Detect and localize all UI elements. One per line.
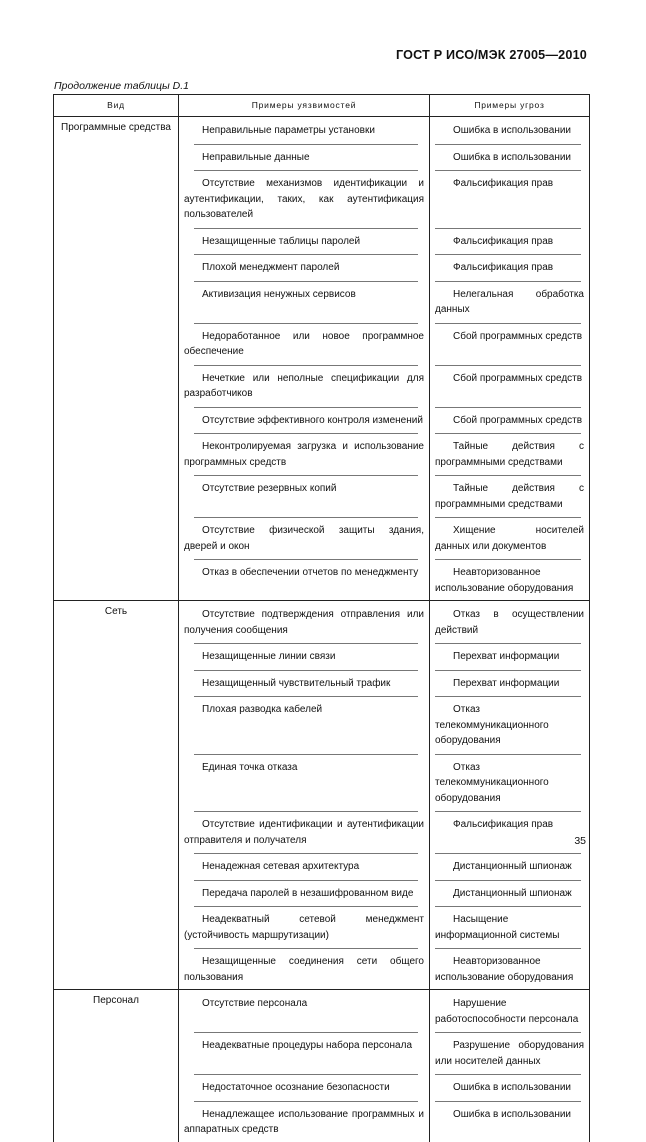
table-row xyxy=(54,601,590,641)
vulnerability-text: Отсутствие физической защиты здания, дверей и окон xyxy=(184,525,424,552)
threat-text: Сбой программных средств xyxy=(453,330,583,342)
vulnerability-cell xyxy=(179,699,430,751)
threat-text: Сбой программных средств xyxy=(453,414,583,426)
vulnerability-cell xyxy=(179,673,430,694)
vulnerability-text: Отсутствие персонала xyxy=(202,998,308,1009)
vulnerability-cell xyxy=(179,646,430,667)
table-row xyxy=(54,990,590,1030)
threat-text: Неавторизованное использование оборудования xyxy=(435,956,574,983)
vulnerability-text: Незащищенные таблицы паролей xyxy=(202,235,361,247)
threat-text: Дистанционный шпионаж xyxy=(453,887,572,899)
vulnerability-cell xyxy=(179,1077,430,1098)
vulnerability-text: Незащищенные линии связи xyxy=(202,651,336,662)
threat-text: Отказ в осуществлении действий xyxy=(435,609,584,636)
vulnerability-text: Неадекватный сетевой менеджмент (устойчивость маршрутизации) xyxy=(184,914,424,941)
vulnerability-text: Активизация ненужных сервисов xyxy=(202,288,356,300)
threat-cell xyxy=(430,646,590,667)
vulnerability-text: Плохой менеджмент паролей xyxy=(202,262,340,273)
threat-cell xyxy=(430,436,590,472)
vulnerability-text: Недоработанное или новое программное обеспечение xyxy=(184,330,424,357)
vulnerability-text: Отсутствие механизмов идентификации и аутентификации, таких, как аутентификация пользователей xyxy=(184,178,424,220)
vulnerability-cell xyxy=(179,147,430,168)
vulnerability-cell xyxy=(179,326,430,362)
vulnerability-text: Незащищенный чувствительный трафик xyxy=(202,677,391,689)
vulnerability-text: Отсутствие эффективного контроля изменений xyxy=(202,414,423,426)
vulnerability-table xyxy=(53,94,590,1142)
threat-text: Ошибка в использовании xyxy=(453,151,572,163)
category-cell: Программные средства xyxy=(54,117,179,601)
threat-cell xyxy=(430,1035,590,1071)
threat-text: Фальсификация прав xyxy=(453,819,554,830)
document-header: ГОСТ Р ИСО/МЭК 27005—2010 xyxy=(395,48,587,62)
threat-text: Перехват информации xyxy=(453,651,560,662)
threat-text: Насыщение информационной системы xyxy=(435,914,560,941)
vulnerability-text: Отсутствие резервных копий xyxy=(202,483,337,494)
threat-text: Фальсификация прав xyxy=(453,178,554,189)
vulnerability-cell xyxy=(179,601,430,641)
vulnerability-cell xyxy=(179,410,430,431)
vulnerability-cell xyxy=(179,856,430,877)
vulnerability-text: Передача паролей в незашифрованном виде xyxy=(202,887,414,899)
table-row xyxy=(54,117,590,141)
threat-cell xyxy=(430,326,590,362)
threat-cell xyxy=(430,284,590,320)
threat-cell xyxy=(430,562,590,601)
header-vulnerabilities: Примеры уязвимостей xyxy=(179,95,430,117)
threat-cell xyxy=(430,147,590,168)
threat-text: Хищение носителей данных или документов xyxy=(435,525,584,552)
vulnerability-text: Неконтролируемая загрузка и использование программных средств xyxy=(184,441,424,468)
vulnerability-cell xyxy=(179,883,430,904)
table-caption: Продолжение таблицы D.1 xyxy=(54,80,189,92)
vulnerability-cell xyxy=(179,814,430,850)
vulnerability-text: Единая точка отказа xyxy=(202,761,298,773)
threat-text: Нарушение работоспособности персонала xyxy=(435,998,579,1025)
vulnerability-text: Отсутствие идентификации и аутентификации отправителя и получателя xyxy=(184,819,424,846)
vulnerability-text: Нечеткие или неполные спецификации для разработчиков xyxy=(184,372,424,399)
threat-text: Ошибка в использовании xyxy=(453,125,572,136)
vulnerability-text: Плохая разводка кабелей xyxy=(202,704,323,715)
threat-cell xyxy=(430,257,590,278)
threat-cell xyxy=(430,909,590,945)
vulnerability-cell xyxy=(179,478,430,514)
threat-cell xyxy=(430,1077,590,1098)
vulnerability-cell xyxy=(179,520,430,556)
threat-cell xyxy=(430,1104,590,1142)
vulnerability-text: Отказ в обеспечении отчетов по менеджменту xyxy=(202,567,419,578)
threat-cell xyxy=(430,410,590,431)
threat-text: Тайные действия с программными средствами xyxy=(435,483,584,510)
vulnerability-cell xyxy=(179,284,430,320)
threat-text: Отказ телекоммуникационного оборудования xyxy=(435,761,549,804)
category-cell: Сеть xyxy=(54,601,179,990)
vulnerability-text: Неадекватные процедуры набора персонала xyxy=(202,1040,412,1051)
threat-cell xyxy=(430,173,590,225)
threat-text: Разрушение оборудования или носителей данных xyxy=(435,1040,584,1067)
vulnerability-cell xyxy=(179,951,430,990)
threat-cell xyxy=(430,673,590,694)
threat-text: Ошибка в использовании xyxy=(453,1082,572,1093)
threat-text: Неавторизованное использование оборудования xyxy=(435,567,574,594)
threat-text: Ошибка в использовании xyxy=(453,1108,572,1120)
page-number: 35 xyxy=(574,835,586,847)
threat-cell xyxy=(430,814,590,850)
vulnerability-cell xyxy=(179,909,430,945)
threat-text: Дистанционный шпионаж xyxy=(453,861,572,872)
threat-text: Фальсификация прав xyxy=(453,262,554,273)
threat-cell xyxy=(430,757,590,809)
vulnerability-cell xyxy=(179,1104,430,1142)
threat-text: Тайные действия с программными средствами xyxy=(435,441,584,468)
vulnerability-text: Отсутствие подтверждения отправления или получения сообщения xyxy=(184,609,424,636)
vulnerability-cell xyxy=(179,368,430,404)
threat-text: Сбой программных средств xyxy=(453,372,583,384)
vulnerability-cell xyxy=(179,562,430,601)
vulnerability-cell xyxy=(179,117,430,141)
threat-cell xyxy=(430,990,590,1030)
threat-cell xyxy=(430,478,590,514)
vulnerability-cell xyxy=(179,231,430,252)
vulnerability-text: Недостаточное осознание безопасности xyxy=(202,1082,390,1093)
table-body xyxy=(54,117,590,1142)
vulnerability-cell xyxy=(179,173,430,225)
threat-cell xyxy=(430,951,590,990)
threat-text: Фальсификация прав xyxy=(453,235,554,247)
threat-cell xyxy=(430,368,590,404)
threat-cell xyxy=(430,117,590,141)
vulnerability-cell xyxy=(179,436,430,472)
table-header-row xyxy=(54,95,590,117)
threat-cell xyxy=(430,520,590,556)
threat-cell xyxy=(430,699,590,751)
threat-cell xyxy=(430,601,590,641)
threat-cell xyxy=(430,231,590,252)
category-cell: Персонал xyxy=(54,990,179,1142)
vulnerability-text: Ненадлежащее использование программных и аппаратных средств xyxy=(184,1108,424,1135)
header-threats: Примеры угроз xyxy=(430,95,590,117)
vulnerability-cell xyxy=(179,990,430,1030)
vulnerability-text: Незащищенные соединения сети общего пользования xyxy=(184,956,424,983)
vulnerability-text: Неправильные данные xyxy=(202,151,310,163)
threat-text: Перехват информации xyxy=(453,677,560,689)
threat-cell xyxy=(430,883,590,904)
vulnerability-cell xyxy=(179,1035,430,1071)
vulnerability-cell xyxy=(179,757,430,809)
vulnerability-text: Ненадежная сетевая архитектура xyxy=(202,861,360,872)
threat-text: Нелегальная обработка данных xyxy=(435,288,584,315)
header-type: Вид xyxy=(54,95,179,117)
threat-text: Отказ телекоммуникационного оборудования xyxy=(435,704,549,746)
vulnerability-cell xyxy=(179,257,430,278)
vulnerability-text: Неправильные параметры установки xyxy=(202,125,375,136)
threat-cell xyxy=(430,856,590,877)
